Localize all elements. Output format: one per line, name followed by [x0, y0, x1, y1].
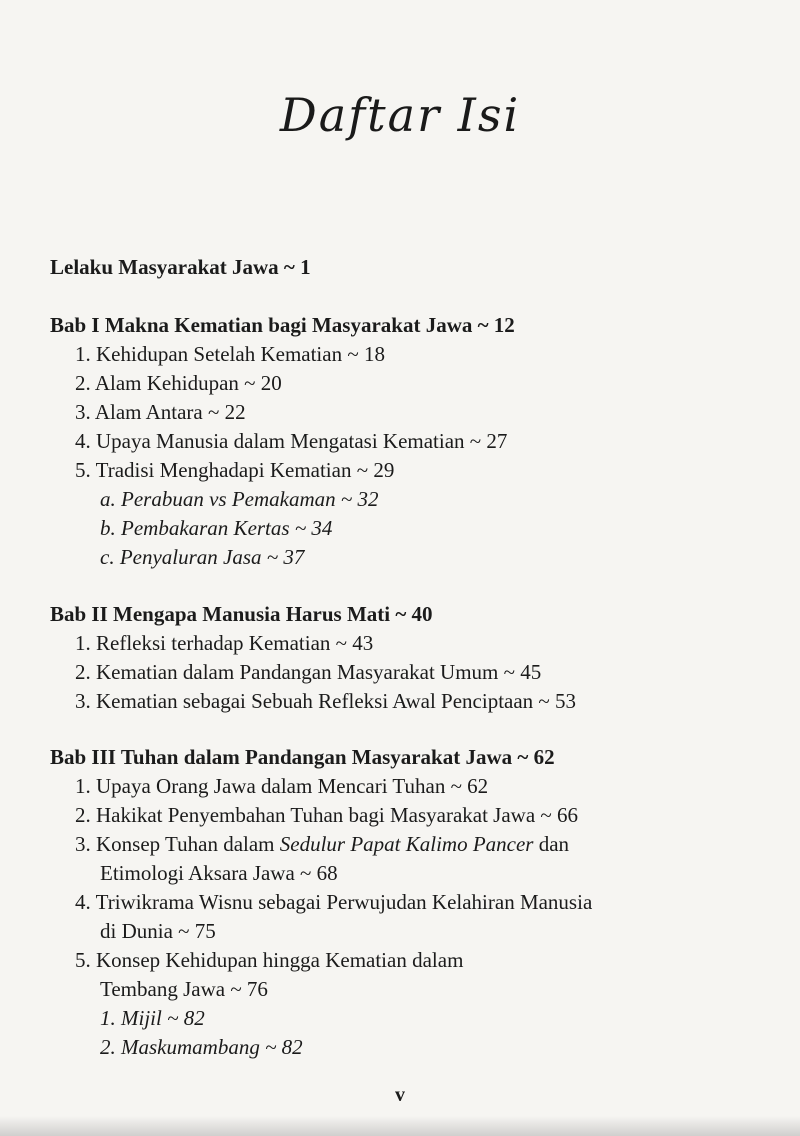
page-bottom-edge	[0, 1116, 800, 1136]
toc-subitem: b. Pembakaran Kertas ~ 34	[100, 516, 333, 540]
toc-item: 2. Alam Kehidupan ~ 20	[75, 371, 282, 395]
toc-item	[75, 830, 569, 858]
toc-item: 1. Upaya Orang Jawa dalam Mencari Tuhan ~ 62	[75, 774, 489, 798]
toc-item-prefix: 3. Konsep Tuhan dalam	[75, 832, 280, 856]
toc-item-emphasis: Sedulur Papat Kalimo Pancer	[279, 832, 534, 856]
toc-subitem: a. Perabuan vs Pemakaman ~ 32	[100, 487, 379, 511]
toc-item: 4. Upaya Manusia dalam Mengatasi Kematian ~ 27	[75, 429, 508, 453]
toc-subitem: 2. Maskumambang ~ 82	[100, 1035, 303, 1059]
page-title: Daftar Isi	[279, 88, 521, 142]
toc-entry-lelaku: Lelaku Masyarakat Jawa ~ 1	[50, 255, 311, 279]
toc-item-continued: di Dunia ~ 75	[100, 919, 216, 943]
page-number: v	[395, 1084, 405, 1106]
toc-chapter-1: Bab I Makna Kematian bagi Masyarakat Jawa ~ 12	[50, 313, 515, 337]
toc-item: 3. Alam Antara ~ 22	[75, 400, 246, 424]
toc-item: 5. Tradisi Menghadapi Kematian ~ 29	[75, 458, 395, 482]
toc-chapter-3: Bab III Tuhan dalam Pandangan Masyarakat Jawa ~ 62	[50, 745, 555, 769]
toc-subitem: c. Penyaluran Jasa ~ 37	[100, 545, 305, 569]
toc-chapter-2: Bab II Mengapa Manusia Harus Mati ~ 40	[50, 602, 433, 626]
toc-item: 2. Hakikat Penyembahan Tuhan bagi Masyarakat Jawa ~ 66	[75, 803, 579, 827]
toc-item-continued: Etimologi Aksara Jawa ~ 68	[100, 861, 338, 885]
toc-item: 3. Kematian sebagai Sebuah Refleksi Awal Penciptaan ~ 53	[75, 689, 577, 713]
toc-item: 2. Kematian dalam Pandangan Masyarakat Umum ~ 45	[75, 660, 542, 684]
toc-item: 1. Refleksi terhadap Kematian ~ 43	[75, 631, 374, 655]
toc-item: 4. Triwikrama Wisnu sebagai Perwujudan Kelahiran Manusia	[75, 890, 593, 914]
toc-item-suffix: dan	[533, 832, 570, 856]
toc-item-continued: Tembang Jawa ~ 76	[100, 977, 268, 1001]
toc-item: 1. Kehidupan Setelah Kematian ~ 18	[75, 342, 385, 366]
toc-subitem: 1. Mijil ~ 82	[100, 1006, 205, 1030]
toc-item: 5. Konsep Kehidupan hingga Kematian dalam	[75, 948, 464, 972]
